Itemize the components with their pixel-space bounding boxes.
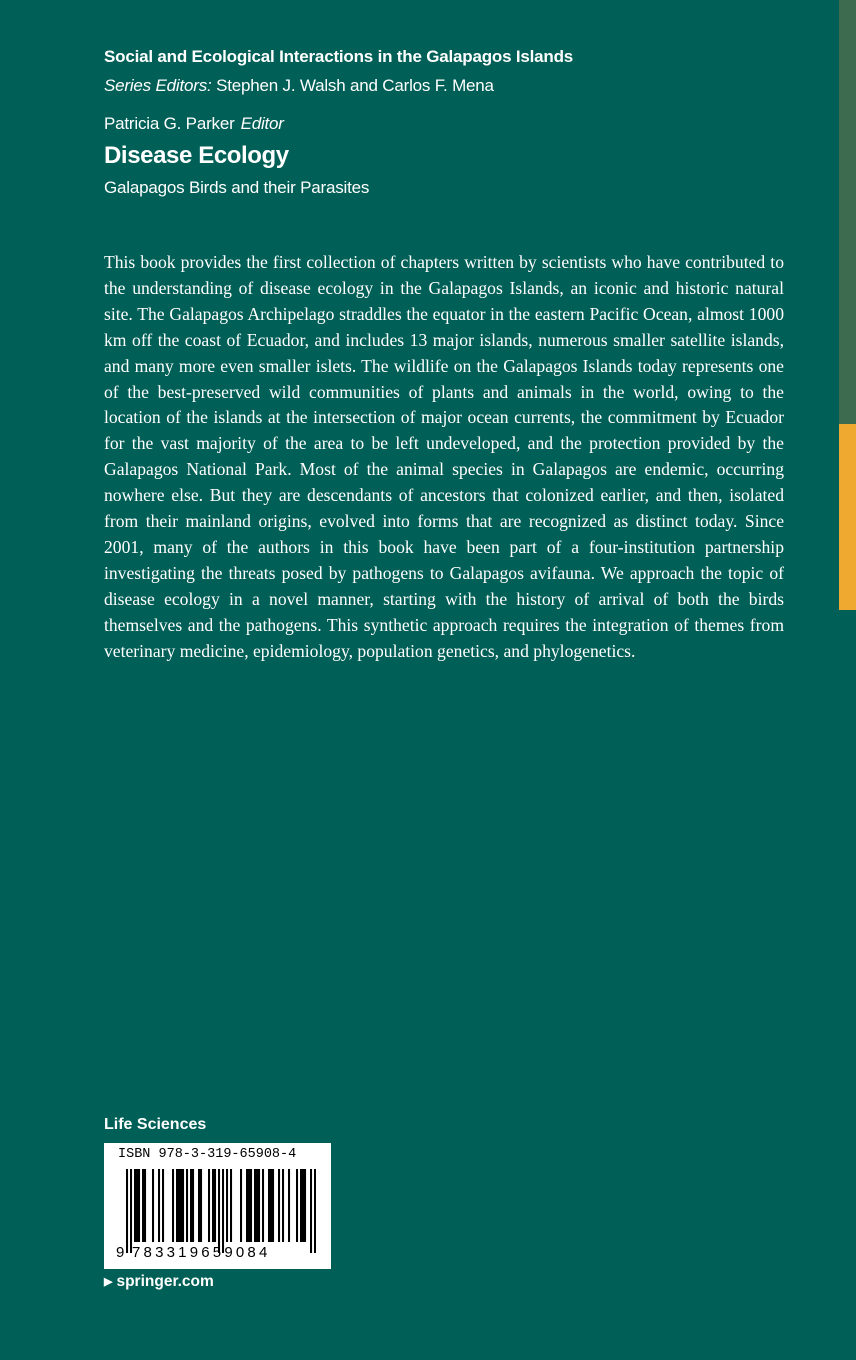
barcode-bar (172, 1169, 174, 1242)
barcode-bar (302, 1169, 304, 1242)
barcode-bar (136, 1169, 138, 1242)
barcode-bar (180, 1169, 182, 1242)
barcode-bar (258, 1169, 260, 1242)
barcode-bar (240, 1169, 242, 1242)
barcode-bar (130, 1169, 132, 1253)
barcode-bar (268, 1169, 270, 1242)
spine-stripe-orange (839, 424, 856, 610)
barcode-bar (126, 1169, 128, 1253)
publisher-link[interactable] (104, 1273, 214, 1291)
book-editor (104, 114, 284, 134)
isbn-label: ISBN 978-3-319-65908-4 (118, 1147, 297, 1162)
series-editors (104, 76, 494, 96)
barcode-bar (282, 1169, 284, 1242)
barcode-bar (186, 1169, 188, 1242)
barcode-bar (200, 1169, 202, 1242)
barcode-bar (250, 1169, 252, 1242)
barcode-bar (270, 1169, 272, 1242)
barcode-bar (254, 1169, 256, 1242)
barcode-bar (178, 1169, 180, 1242)
barcode-bar (198, 1169, 200, 1242)
barcode-bar (192, 1169, 194, 1242)
isbn-barcode (104, 1143, 331, 1269)
barcode-bar (310, 1169, 312, 1253)
editor-role: Editor (240, 114, 284, 133)
barcode-bar (314, 1169, 316, 1253)
publisher-url: springer.com (116, 1273, 214, 1290)
barcode-bar (246, 1169, 248, 1242)
barcode-bar (190, 1169, 192, 1242)
subject-category: Life Sciences (104, 1116, 207, 1133)
barcode-bar (142, 1169, 144, 1242)
barcode-bar (272, 1169, 274, 1242)
series-editors-label: Series Editors: (104, 76, 212, 95)
barcode-bar (296, 1169, 298, 1242)
barcode-bar (158, 1169, 160, 1242)
barcode-bar (226, 1169, 228, 1242)
barcode-bar (138, 1169, 140, 1242)
barcode-bar (256, 1169, 258, 1242)
barcode-bar (278, 1169, 280, 1242)
barcode-bar (304, 1169, 306, 1242)
arrow-right-icon: ▶ (104, 1276, 113, 1288)
ean-lead-digit: 9 (116, 1244, 125, 1261)
barcode-bar (176, 1169, 178, 1242)
barcode-bar (162, 1169, 164, 1242)
series-editors-names: Stephen J. Walsh and Carlos F. Mena (216, 76, 494, 95)
barcode-bar (218, 1169, 220, 1253)
barcode-bar (152, 1169, 154, 1242)
barcode-bar (134, 1169, 136, 1242)
barcode-bar (144, 1169, 146, 1242)
ean-digits: 783319659084 (132, 1244, 271, 1261)
barcode-bar (248, 1169, 250, 1242)
editor-name: Patricia G. Parker (104, 114, 235, 133)
book-title: Disease Ecology (104, 142, 289, 169)
barcode-bar (212, 1169, 214, 1242)
barcode-bar (300, 1169, 302, 1242)
barcode-bar (214, 1169, 216, 1242)
barcode-bar (230, 1169, 232, 1242)
series-title: Social and Ecological Interactions in the Galapagos Islands (104, 47, 574, 66)
book-description: This book provides the first collection of chapters written by scientists who have contributed to the understanding of disease ecology in the Galapagos Islands, an iconic and historic natural site. The Galapagos Archipelago straddles the equator in the eastern Pacific Ocean, almost 1000 km off the coast of Ecuador, and includes 13 major islands, numerous smaller satellite islands, and many more even smaller islets. The wildlife on the Galapagos Islands today represents one of the best-preserved wild communities of plants and animals in the world, owing to the location of the islands at the intersection of major ocean currents, the commitment by Ecuador for the vast majority of the area to be left undeveloped, and the protection provided by the Galapagos National Park. Most of the animal species in Galapagos are endemic, occurring nowhere else. But they are descendants of ancestors that colonized earlier, and then, isolated from their mainland origins, evolved into forms that are recognized as distinct today. Since 2001, many of the authors in this book have been part of a four-institution partnership investigating the threats posed by pathogens to Galapagos avifauna. We approach the topic of disease ecology in a novel manner, starting with the history of arrival of both the birds themselves and the pathogens. This synthetic approach requires the integration of themes from veterinary medicine, epidemiology, population genetics, and phylogenetics. (104, 252, 784, 661)
barcode-bars (126, 1169, 316, 1253)
barcode-bar (262, 1169, 264, 1242)
barcode-bar (208, 1169, 210, 1242)
barcode-bar (288, 1169, 290, 1242)
spine-stripe-dark (839, 0, 856, 424)
barcode-bar (182, 1169, 184, 1242)
book-subtitle: Galapagos Birds and their Parasites (104, 178, 370, 197)
barcode-bar (222, 1169, 224, 1253)
